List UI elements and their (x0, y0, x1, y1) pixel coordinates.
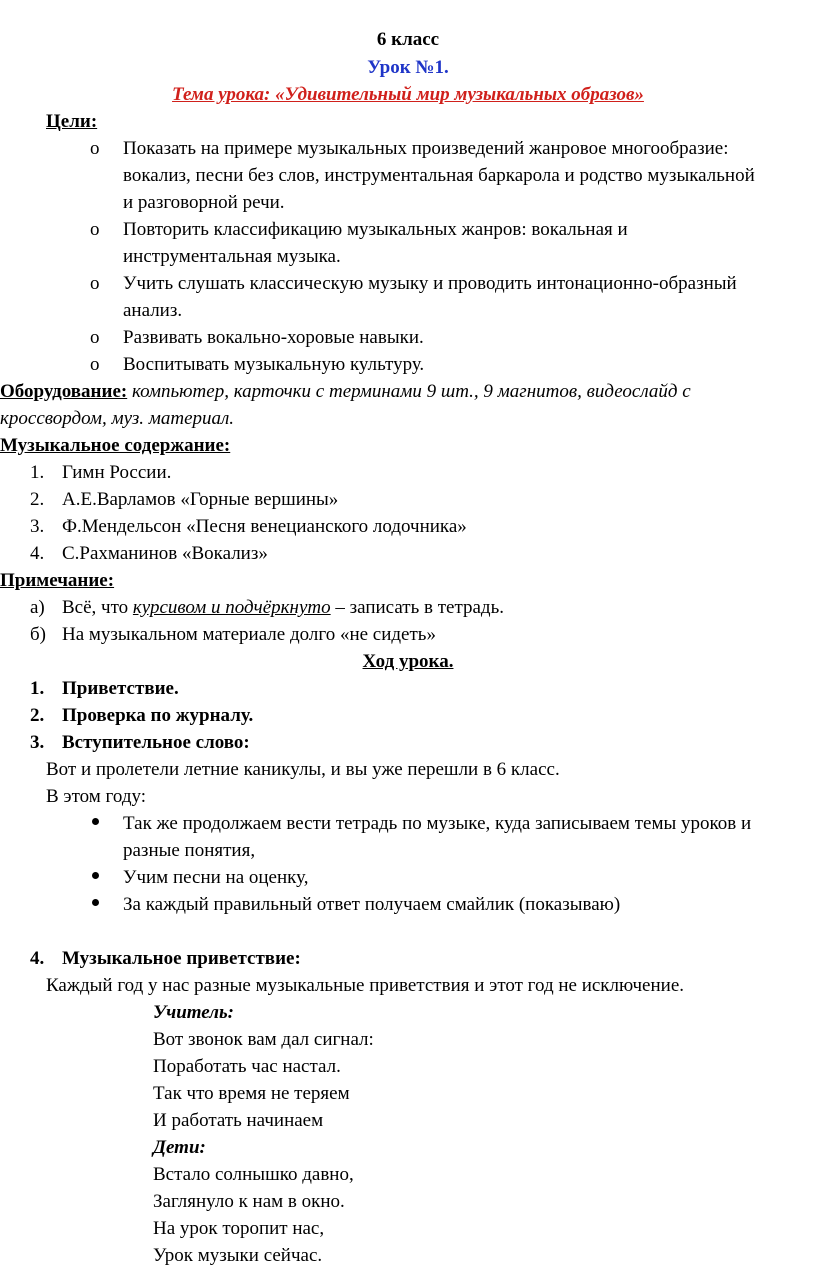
poem-line: Поработать час настал. (153, 1056, 341, 1077)
step-num: 2. (30, 705, 45, 726)
equipment-label: Оборудование: (0, 381, 128, 402)
step-label: Вступительное слово: (62, 732, 250, 753)
bullet-icon (92, 818, 99, 825)
note-item-a (62, 596, 504, 620)
music-item: А.Е.Варламов «Горные вершины» (62, 489, 339, 510)
goal-marker: o (90, 327, 100, 348)
note-title: Примечание: (0, 570, 115, 591)
goals-title: Цели: (46, 111, 98, 132)
music-num: 2. (30, 489, 45, 510)
note-marker: б) (30, 624, 46, 645)
step-num: 4. (30, 948, 45, 969)
music-item: С.Рахманинов «Вокализ» (62, 543, 268, 564)
bullet-icon (92, 899, 99, 906)
note-item-b: На музыкальном материале долго «не сидеть» (62, 624, 436, 645)
goal-line: Повторить классификацию музыкальных жанров: вокальная и (123, 219, 628, 240)
lesson-number: Урок №1. (367, 57, 449, 78)
poem-line: И работать начинаем (153, 1110, 324, 1131)
course-title: Ход урока. (362, 651, 454, 672)
equipment-text: компьютер, карточки с терминами 9 шт., 9 магнитов, видеослайд с (127, 381, 691, 402)
step-label: Музыкальное приветствие: (62, 948, 301, 969)
poem-line: Урок музыки сейчас. (153, 1245, 323, 1266)
poem-line: Вот звонок вам дал сигнал: (153, 1029, 374, 1050)
bullet-item: За каждый правильный ответ получаем смайлик (показываю) (123, 894, 621, 915)
step-label: Приветствие. (62, 678, 179, 699)
music-title: Музыкальное содержание: (0, 435, 231, 456)
music-num: 4. (30, 543, 45, 564)
equipment-line-2: кроссвордом, муз. материал. (0, 408, 235, 429)
lesson-topic: Тема урока: «Удивительный мир музыкальных образов» (172, 84, 644, 105)
step4-intro: Каждый год у нас разные музыкальные приветствия и этот год не исключение. (46, 975, 685, 996)
poem-line: На урок торопит нас, (153, 1218, 325, 1239)
goal-line: и разговорной речи. (123, 192, 285, 213)
step-num: 3. (30, 732, 45, 753)
music-num: 1. (30, 462, 45, 483)
music-item: Ф.Мендельсон «Песня венецианского лодочника» (62, 516, 467, 537)
goal-marker: o (90, 273, 100, 294)
step-num: 1. (30, 678, 45, 699)
bullet-item: разные понятия, (123, 840, 256, 861)
goal-line: инструментальная музыка. (123, 246, 341, 267)
goal-marker: o (90, 138, 100, 159)
note-a-pre: Всё, что (62, 597, 133, 618)
goal-line: Учить слушать классическую музыку и проводить интонационно-образный (123, 273, 737, 294)
bullet-icon (92, 872, 99, 879)
goal-line: Показать на примере музыкальных произведений жанровое многообразие: (123, 138, 729, 159)
note-a-emphasis: курсивом и подчёркнуто (132, 597, 331, 618)
intro-line: В этом году: (46, 786, 147, 807)
note-a-post: – записать в тетрадь. (330, 597, 504, 618)
goal-line: Развивать вокально-хоровые навыки. (123, 327, 424, 348)
goal-line: Воспитывать музыкальную культуру. (123, 354, 425, 375)
goal-marker: o (90, 219, 100, 240)
step-label: Проверка по журналу. (62, 705, 254, 726)
goal-line: вокализ, песни без слов, инструментальная баркарола и родство музыкальной (123, 165, 755, 186)
poem-line: Так что время не теряем (153, 1083, 350, 1104)
equipment-line-1 (0, 380, 691, 404)
goal-marker: o (90, 354, 100, 375)
teacher-label: Учитель: (153, 1002, 235, 1023)
bullet-item: Учим песни на оценку, (123, 867, 309, 888)
goal-line: анализ. (123, 300, 183, 321)
intro-line: Вот и пролетели летние каникулы, и вы уже перешли в 6 класс. (46, 759, 560, 780)
music-item: Гимн России. (62, 462, 172, 483)
poem-line: Заглянуло к нам в окно. (153, 1191, 345, 1212)
poem-line: Встало солнышко давно, (153, 1164, 354, 1185)
kids-label: Дети: (153, 1137, 206, 1158)
bullet-item: Так же продолжаем вести тетрадь по музыке, куда записываем темы уроков и (123, 813, 752, 834)
grade-title: 6 класс (376, 29, 440, 50)
note-marker: а) (30, 597, 45, 618)
music-num: 3. (30, 516, 45, 537)
